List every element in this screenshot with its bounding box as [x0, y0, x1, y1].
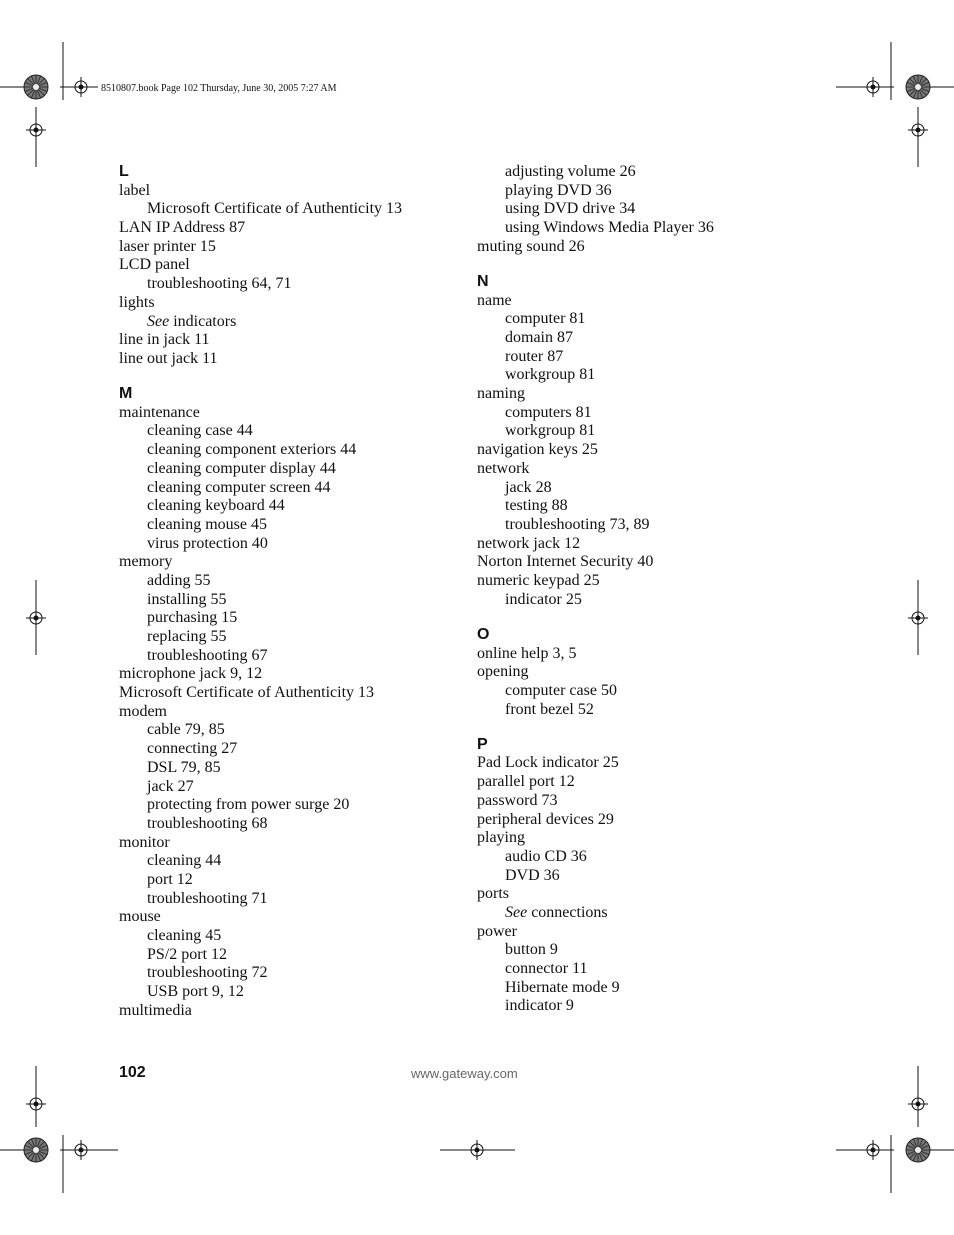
- index-entry: peripheral devices 29: [477, 810, 614, 828]
- index-entry: lights: [119, 293, 155, 311]
- index-subentry: cleaning keyboard 44: [147, 497, 285, 515]
- index-subentry: using Windows Media Player 36: [505, 219, 714, 237]
- index-entry: navigation keys 25: [477, 441, 598, 459]
- index-subentry: troubleshooting 67: [147, 646, 268, 664]
- index-entry: multimedia: [119, 1001, 192, 1019]
- index-subentry: adjusting volume 26: [505, 163, 636, 180]
- index-subentry: troubleshooting 72: [147, 964, 268, 982]
- index-entry: label: [119, 181, 151, 199]
- index-letter-heading: M: [119, 385, 133, 403]
- index-entry-text: indicators: [169, 312, 237, 330]
- index-subentry: port 12: [147, 870, 193, 888]
- index-entry: power: [477, 922, 517, 940]
- footer-url: www.gateway.com: [411, 1066, 518, 1081]
- index-entry: opening: [477, 663, 529, 681]
- index-entry: LAN IP Address 87: [119, 219, 246, 237]
- index-entry: Norton Internet Security 40: [477, 553, 654, 571]
- index-subentry: Microsoft Certificate of Authenticity 13: [147, 200, 403, 218]
- index-entry: muting sound 26: [477, 237, 585, 255]
- index-subentry: USB port 9, 12: [147, 983, 244, 1001]
- index-subentry: protecting from power surge 20: [147, 796, 350, 814]
- index-subentry: adding 55: [147, 571, 211, 589]
- page-number: 102: [119, 1064, 146, 1081]
- index-subentry: testing 88: [505, 497, 568, 515]
- index-entry: ports: [477, 885, 509, 903]
- index-entry: LCD panel: [119, 256, 190, 274]
- index-subentry: jack 27: [147, 777, 194, 795]
- index-subentry: troubleshooting 73, 89: [505, 515, 650, 533]
- index-entry: line in jack 11: [119, 331, 210, 349]
- index-entry: numeric keypad 25: [477, 571, 600, 589]
- index-entry: Pad Lock indicator 25: [477, 754, 619, 772]
- index-subentry: virus protection 40: [147, 534, 268, 552]
- index-entry: name: [477, 291, 512, 309]
- index-entry: parallel port 12: [477, 773, 575, 791]
- index-entry: password 73: [477, 791, 558, 809]
- index-entry: network jack 12: [477, 534, 581, 552]
- index-subentry: workgroup 81: [505, 422, 596, 440]
- index-entry: memory: [119, 553, 173, 571]
- index-entry: maintenance: [119, 403, 200, 421]
- print-slug: 8510807.book Page 102 Thursday, June 30, 2005 7:27 AM: [101, 83, 337, 94]
- index-subentry: troubleshooting 71: [147, 889, 268, 907]
- index-subentry: purchasing 15: [147, 609, 238, 627]
- index-subentry: troubleshooting 68: [147, 814, 268, 832]
- index-subentry: using DVD drive 34: [505, 200, 636, 218]
- index-entry: modem: [119, 702, 167, 720]
- index-subentry: indicator 9: [505, 997, 574, 1015]
- index-subentry: connector 11: [505, 960, 588, 977]
- index-subentry: Hibernate mode 9: [505, 978, 620, 996]
- index-subentry: cleaning component exteriors 44: [147, 441, 357, 459]
- index-subentry: playing DVD 36: [505, 181, 612, 199]
- index-letter-heading: P: [477, 735, 488, 753]
- index-subentry: indicator 25: [505, 590, 582, 608]
- index-entry: playing: [477, 829, 525, 847]
- index-entry-text: connections: [527, 903, 608, 921]
- index-letter-heading: O: [477, 625, 490, 643]
- index-subentry: cable 79, 85: [147, 721, 225, 739]
- index-entry: network: [477, 459, 530, 477]
- index-entry: monitor: [119, 833, 170, 851]
- index-subentry: cleaning 45: [147, 927, 222, 944]
- index-subentry: cleaning computer display 44: [147, 459, 336, 477]
- index-subentry: router 87: [505, 347, 564, 365]
- index-entry: line out jack 11: [119, 349, 218, 367]
- index-subentry: front bezel 52: [505, 700, 594, 718]
- index-subentry: cleaning computer screen 44: [147, 478, 331, 496]
- index-entry: online help 3, 5: [477, 644, 577, 662]
- index-entry: naming: [477, 385, 525, 403]
- index-subentry: jack 28: [505, 478, 552, 496]
- index-subentry: installing 55: [147, 590, 227, 608]
- index-subentry: computer case 50: [505, 681, 617, 699]
- index-subentry: connecting 27: [147, 740, 238, 758]
- index-subentry: cleaning mouse 45: [147, 515, 267, 533]
- see-reference: See: [147, 312, 170, 330]
- index-letter-heading: N: [477, 272, 489, 290]
- index-entry: microphone jack 9, 12: [119, 665, 263, 683]
- index-subentry: cleaning 44: [147, 852, 222, 870]
- index-subentry: PS/2 port 12: [147, 945, 228, 963]
- index-subentry: DVD 36: [505, 866, 560, 884]
- index-entry: Microsoft Certificate of Authenticity 13: [119, 684, 375, 702]
- index-letter-heading: L: [119, 163, 129, 180]
- index-subentry: troubleshooting 64, 71: [147, 275, 292, 293]
- index-subentry: computer 81: [505, 310, 586, 328]
- index-subentry: button 9: [505, 941, 558, 959]
- index-subentry: workgroup 81: [505, 366, 596, 384]
- see-reference: See: [505, 903, 528, 921]
- index-entry: laser printer 15: [119, 237, 216, 255]
- index-entry: mouse: [119, 908, 161, 926]
- index-subentry: computers 81: [505, 403, 592, 421]
- index-subentry: cleaning case 44: [147, 422, 253, 440]
- index-subentry: domain 87: [505, 329, 573, 346]
- index-subentry: audio CD 36: [505, 847, 587, 865]
- index-subentry: DSL 79, 85: [147, 758, 221, 776]
- index-subentry: replacing 55: [147, 628, 227, 645]
